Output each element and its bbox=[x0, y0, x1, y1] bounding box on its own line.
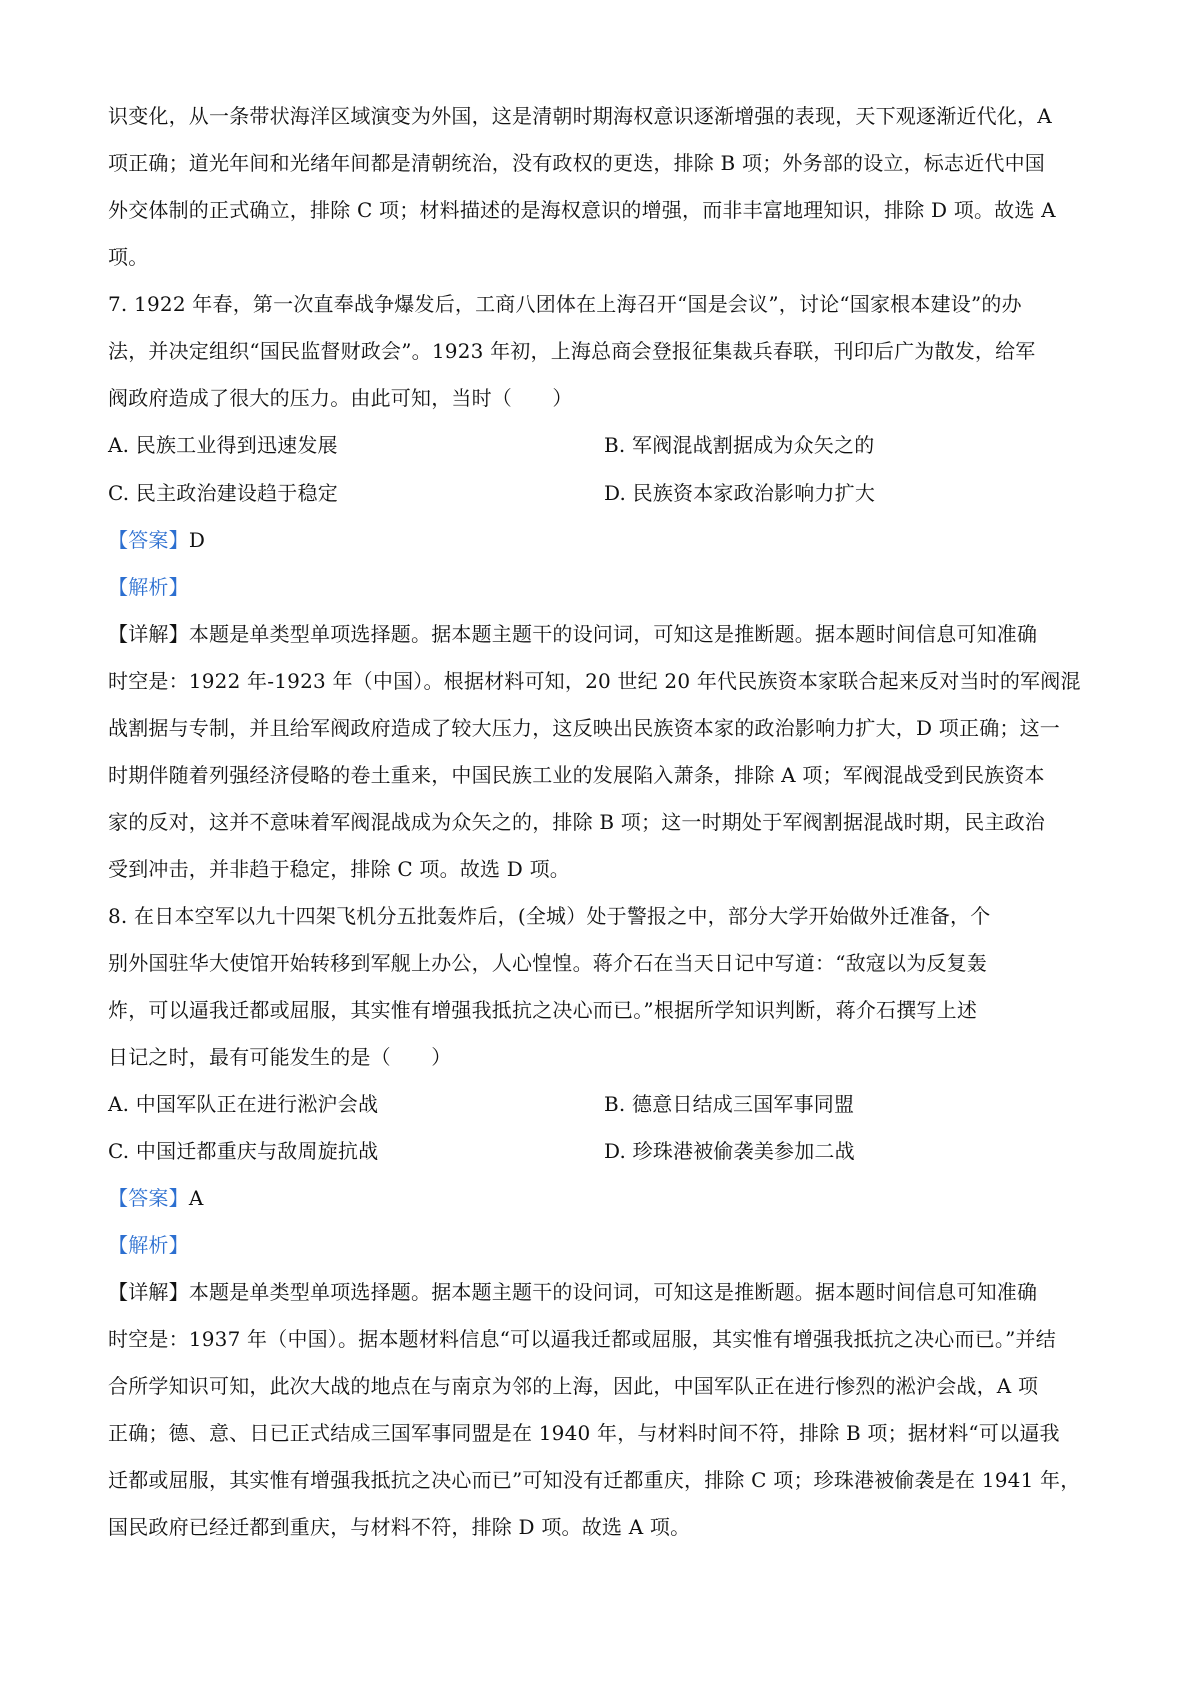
q8-detail-line: 正确；德、意、日已正式结成三国军事同盟是在 1940 年，与材料时间不符，排除 B 项；据材料“可以逼我 bbox=[108, 1421, 1060, 1445]
detail-label: 【详解】 bbox=[108, 622, 189, 646]
q7-option-a: A. 民族工业得到迅速发展 bbox=[108, 433, 338, 457]
q7-stem-line: 7. 1922 年春，第一次直奉战争爆发后，工商八团体在上海召开“国是会议”，讨论“国家根本建设”的办 bbox=[108, 292, 1022, 316]
q8-analysis-label: 【解析】 bbox=[108, 1233, 189, 1257]
q8-detail-line: 合所学知识可知，此次大战的地点在与南京为邻的上海，因此，中国军队正在进行惨烈的淞沪会战，A 项 bbox=[108, 1374, 1039, 1398]
q8-answer bbox=[108, 1185, 203, 1211]
q7-option-c: C. 民主政治建设趋于稳定 bbox=[108, 481, 338, 505]
detail-text: 本题是单类型单项选择题。据本题主题干的设问词，可知这是推断题。据本题时间信息可知准确 bbox=[188, 622, 1038, 646]
prev-explanation-line: 项。 bbox=[108, 245, 149, 269]
answer-label: 【答案】 bbox=[108, 528, 189, 552]
q7-analysis-label: 【解析】 bbox=[108, 575, 189, 599]
q7-option-d: D. 民族资本家政治影响力扩大 bbox=[604, 481, 876, 505]
detail-text: 本题是单类型单项选择题。据本题主题干的设问词，可知这是推断题。据本题时间信息可知准确 bbox=[188, 1280, 1038, 1304]
q7-detail-line: 家的反对，这并不意味着军阀混战成为众矢之的，排除 B 项；这一时期处于军阀割据混战时期，民主政治 bbox=[108, 810, 1046, 834]
q8-option-b: B. 德意日结成三国军事同盟 bbox=[604, 1092, 855, 1116]
q7-stem-line: 阀政府造成了很大的压力。由此可知，当时（ ） bbox=[108, 386, 573, 410]
q8-detail-line: 迁都或屈服，其实惟有增强我抵抗之决心而已”可知没有迁都重庆，排除 C 项；珍珠港被偷袭是在 1941 年， bbox=[108, 1468, 1081, 1492]
q7-option-b: B. 军阀混战割据成为众矢之的 bbox=[604, 433, 875, 457]
detail-label: 【详解】 bbox=[108, 1280, 189, 1304]
q8-stem-line: 炸，可以逼我迁都或屈服，其实惟有增强我抵抗之决心而已。”根据所学知识判断，蒋介石撰写上述 bbox=[108, 998, 978, 1022]
q8-detail-line: 时空是：1937 年（中国）。据本题材料信息“可以逼我迁都或屈服，其实惟有增强我抵抗之决心而已。”并结 bbox=[108, 1327, 1056, 1351]
q8-stem-line: 别外国驻华大使馆开始转移到军舰上办公，人心惶惶。蒋介石在当天日记中写道：“敌寇以为反复轰 bbox=[108, 951, 988, 975]
q7-answer bbox=[108, 527, 205, 553]
q7-detail-line: 时空是：1922 年-1923 年（中国）。根据材料可知，20 世纪 20 年代民族资本家联合起来反对当时的军阀混 bbox=[108, 669, 1081, 693]
q7-detail-line: 战割据与专制，并且给军阀政府造成了较大压力，这反映出民族资本家的政治影响力扩大，D 项正确；这一 bbox=[108, 716, 1060, 740]
prev-explanation-line: 项正确；道光年间和光绪年间都是清朝统治，没有政权的更迭，排除 B 项；外务部的设立，标志近代中国 bbox=[108, 151, 1046, 175]
q8-stem-line: 日记之时，最有可能发生的是（ ） bbox=[108, 1045, 452, 1069]
answer-value: A bbox=[188, 1186, 204, 1210]
answer-value: D bbox=[188, 528, 206, 552]
q7-stem-line: 法，并决定组织“国民监督财政会”。1923 年初，上海总商会登报征集裁兵春联，刊印后广为散发，给军 bbox=[108, 339, 1036, 363]
q7-detail-line: 受到冲击，并非趋于稳定，排除 C 项。故选 D 项。 bbox=[108, 857, 570, 881]
q7-detail-line bbox=[108, 621, 1037, 647]
q8-option-d: D. 珍珠港被偷袭美参加二战 bbox=[604, 1139, 855, 1163]
prev-explanation-line: 外交体制的正式确立，排除 C 项；材料描述的是海权意识的增强，而非丰富地理知识，排除 D 项。故选 A bbox=[108, 198, 1056, 222]
q7-detail-line: 时期伴随着列强经济侵略的卷土重来，中国民族工业的发展陷入萧条，排除 A 项；军阀混战受到民族资本 bbox=[108, 763, 1045, 787]
q8-detail-line: 国民政府已经迁都到重庆，与材料不符，排除 D 项。故选 A 项。 bbox=[108, 1515, 691, 1539]
prev-explanation-line: 识变化，从一条带状海洋区域演变为外国，这是清朝时期海权意识逐渐增强的表现，天下观逐渐近代化，A bbox=[108, 104, 1052, 128]
q8-option-c: C. 中国迁都重庆与敌周旋抗战 bbox=[108, 1139, 379, 1163]
q8-detail-line bbox=[108, 1279, 1037, 1305]
q8-option-a: A. 中国军队正在进行淞沪会战 bbox=[108, 1092, 379, 1116]
answer-label: 【答案】 bbox=[108, 1186, 189, 1210]
q8-stem-line: 8. 在日本空军以九十四架飞机分五批轰炸后，(全城）处于警报之中，部分大学开始做外迁准备，个 bbox=[108, 904, 991, 928]
